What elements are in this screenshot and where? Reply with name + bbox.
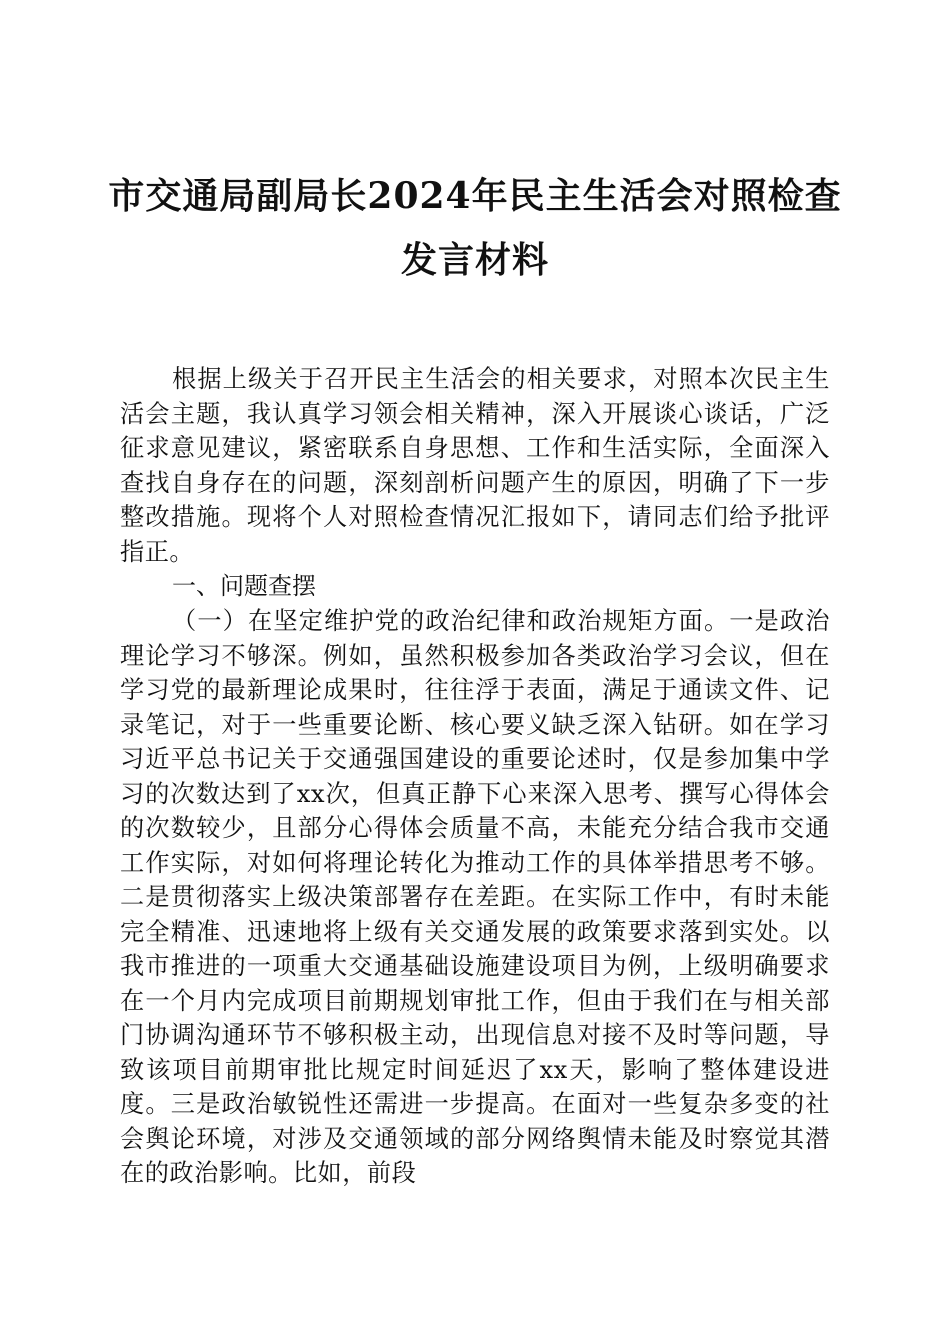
problem-paragraph: （一）在坚定维护党的政治纪律和政治规矩方面。一是政治理论学习不够深。例如，虽然积极参加各类政治学习会议，但在学习党的最新理论成果时，往往浮于表面，满足于通读文件、记录笔记，对于一些重要论断、核心要义缺乏深入钻研。如在学习习近平总书记关于交通强国建设的重要论述时，仅是参加集中学习的次数达到了xx次，但真正静下心来深入思考、撰写心得体会的次数较少，且部分心得体会质量不高，未能充分结合我市交通工作实际，对如何将理论转化为推动工作的具体举措思考不够。二是贯彻落实上级决策部署存在差距。在实际工作中，有时未能完全精准、迅速地将上级有关交通发展的政策要求落到实处。以我市推进的一项重大交通基础设施建设项目为例，上级明确要求在一个月内完成项目前期规划审批工作，但由于我们在与相关部门协调沟通环节不够积极主动，出现信息对接不及时等问题，导致该项目前期审批比规定时间延迟了xx天，影响了整体建设进度。三是政治敏锐性还需进一步提高。在面对一些复杂多变的社会舆论环境，对涉及交通领域的部分网络舆情未能及时察觉其潜在的政治影响。比如，前段: [120, 607, 830, 1187]
document-title-line-1: 市交通局副局长2024年民主生活会对照检查: [108, 175, 842, 217]
intro-paragraph: 根据上级关于召开民主生活会的相关要求，对照本次民主生活会主题，我认真学习领会相关精神，深入开展谈心谈话，广泛征求意见建议，紧密联系自身思想、工作和生活实际，全面深入查找自身存在的问题，深刻剖析问题产生的原因，明确了下一步整改措施。现将个人对照检查情况汇报如下，请同志们给予批评指正。: [120, 365, 830, 566]
section-heading: 一、问题查摆: [172, 572, 316, 600]
document-title-line-2: 发言材料: [400, 239, 549, 281]
